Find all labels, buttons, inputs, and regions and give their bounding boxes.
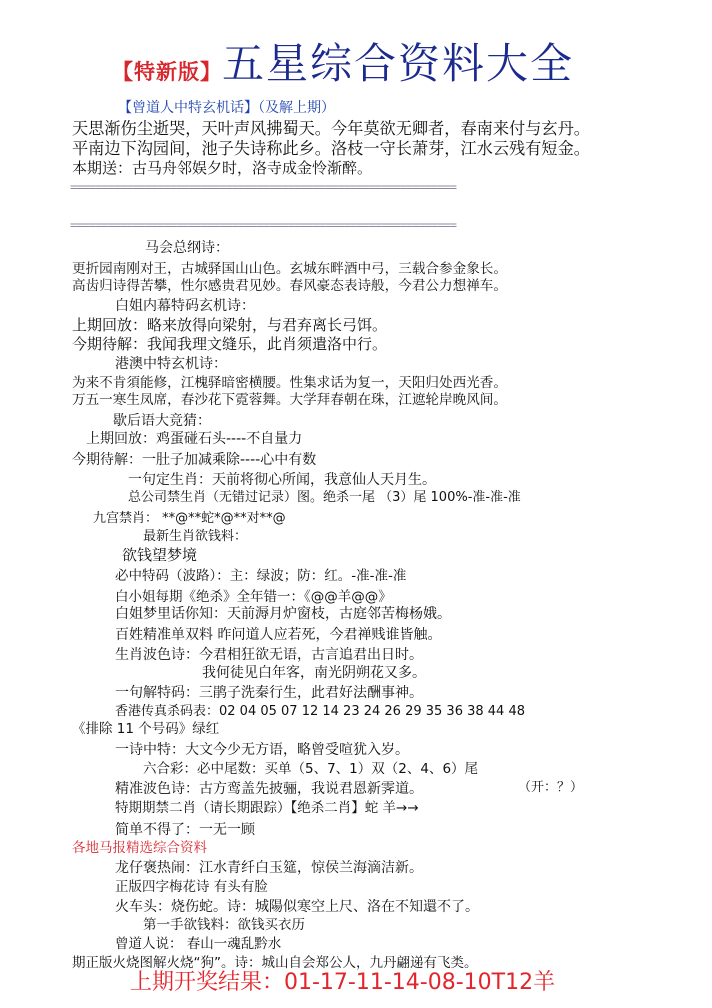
- section-title-baijie: 白姐内幕特码玄机诗：: [115, 298, 255, 314]
- six-tail: 六合彩：必中尾数：买单（5、7、1）双（2、4、6）尾: [143, 761, 479, 777]
- poem-pick: 一诗中特：大文今少无方语，略曾受喧犹入岁。: [115, 742, 409, 758]
- zeng-says: 曾道人说： 春山一魂乱黔水: [115, 936, 282, 952]
- fire-chart: 期正版火烧图解火烧“狗”。诗：城山自会郑公人，九丹翩递有飞类。: [72, 955, 478, 971]
- two-zodiac-kill: 特期期禁二肖（请长期跟踪）【绝杀二肖】蛇 羊→→: [115, 800, 419, 816]
- verse-line: 万五一寒生凤席，春沙花下霓蓉舞。大学拜春朝在珠，江遮轮岸晚风间。: [72, 392, 507, 408]
- verse-line: 更折园南刚对王，古城驿国山山色。玄城东畔酒中弓，三载合参金象长。: [72, 261, 507, 277]
- section-title-latest: 最新生肖欲钱料：: [143, 529, 248, 544]
- section-title-mahui: 马会总纲诗：: [145, 240, 229, 256]
- hk-kill-table: 香港传真杀码表：02 04 05 07 12 14 23 24 26 29 35 36 38 44 48: [115, 704, 525, 719]
- page-title: 五星综合资料大全: [222, 39, 575, 88]
- wave-pick: 必中特码（波路）：主：绿波；防：红。-准-准-准: [115, 568, 407, 584]
- riddle-last: 上期回放：鸡蛋碰石头----不自量力: [86, 431, 303, 447]
- verse-zodiac: 一句定生肖：天前将彻心所闻，我意仙人天月生。: [128, 472, 436, 488]
- last-result: 上期开奖结果：01-17-11-14-08-10T12羊: [130, 970, 556, 995]
- section-title-gangao: 港澳中特玄机诗：: [115, 356, 227, 372]
- nine-palace-forbidden: 九宫禁肖： **@**蛇*@**对**@: [93, 511, 286, 526]
- special-code: 一句解特码：三鹃子洗秦行生，此君好法酬事神。: [115, 685, 423, 701]
- verse-line: 高齿归诗得苦攀，性尔感贵君见妙。春风豪态表诗般，今君公力想禅车。: [72, 278, 507, 294]
- fire-head: 火车头：烧伤蛇。诗：城陽似寒空上尺、洛在不知還不了。: [115, 899, 479, 915]
- this-period-send: 本期送：古马舟邻娱夕时，洛寺成金怜渐醉。: [72, 159, 373, 177]
- baijie-dream: 白姐梦里话你知：天前溽月炉窗枝，古庭邻苦梅杨娥。: [115, 606, 451, 622]
- first-hand: 第一手欲钱料：欲钱买衣历: [143, 917, 305, 933]
- section-title-riddle: 歇后语大竞猜：: [113, 413, 211, 429]
- precise-color: 精准波色诗：古方鸾盖先披骊，我说君恩新霁道。: [115, 781, 423, 797]
- color-poem-2: 我何徒见白年客，南光阴朔花又多。: [202, 665, 426, 681]
- open-note: （开：？）: [518, 780, 584, 795]
- last-period-replay: 上期回放：略来放得向梁射，与君弃离长弓饵。: [72, 316, 388, 334]
- separator-line: ==============================================================: [70, 218, 456, 232]
- section-title-zeng: 【曾道人中特玄机话】（及解上期）: [118, 100, 335, 116]
- verse-line-2: 平南边下沟园间，池子失诗称此乡。洛枝一守长萧芽，江水云残有短金。: [72, 139, 590, 158]
- this-period-answer: 今期待解：我闻我理文缝乐，此肖须遣洛中行。: [72, 335, 388, 353]
- separator-line: ==============================================================: [70, 180, 456, 194]
- verse-line-1: 天思渐伤尘逝哭，天叶声风拂蜀天。今年莫欲无卿者，春南来付与玄丹。: [72, 119, 590, 138]
- four-char-poem: 正版四字梅花诗 有头有脸: [115, 879, 268, 895]
- white-kill: 白小姐每期《绝杀》全年错一：《@@羊@@》: [115, 589, 392, 605]
- simple-pick: 简单不得了：一无一顾: [115, 822, 255, 838]
- dragon-poem: 龙仔褒热闹：江水青纤白玉筵，惊侯兰海滴洁新。: [115, 860, 423, 876]
- section-title-mabao: 各地马报精选综合资料: [72, 840, 207, 856]
- exclude-numbers: 《排除 11 个号码》绿红: [72, 721, 220, 737]
- riddle-now: 今期待解：一肚子加减乘除----心中有数: [72, 452, 317, 468]
- color-poem-1: 生肖波色诗：今君相狂欲无语，古言追君出日时。: [115, 647, 423, 663]
- company-forbidden: 总公司禁生肖（无错过记录）图。绝杀一尾 （3）尾 100%-准-准-准: [128, 490, 521, 505]
- hundred-names: 百姓精准单双料 昨问道人应若死，今君禅贱谁皆触。: [115, 627, 442, 643]
- verse-line: 为来不肯須能修，江槐驿暗密横腰。性集求话为复一，天阳归处西光香。: [72, 375, 507, 391]
- edition-tag: 【特新版】: [112, 60, 222, 84]
- wish-dream: 欲钱望梦境: [122, 546, 198, 564]
